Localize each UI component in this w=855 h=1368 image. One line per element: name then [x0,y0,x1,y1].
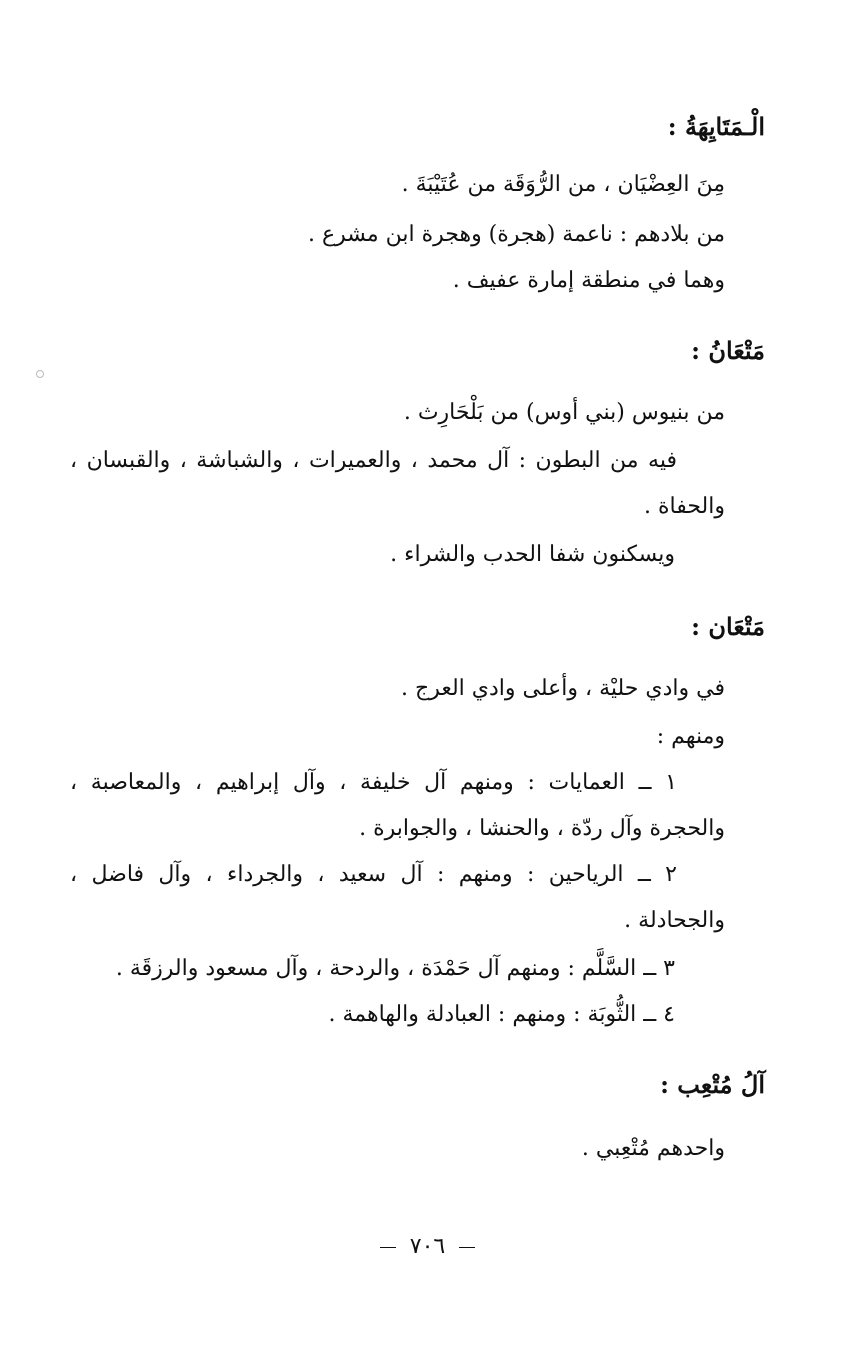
entry-line: مِنَ العِضْيَان ، من الرُّوَقَة من عُتَيْبَةَ . [401,172,725,197]
entry-line: والجحادلة . [624,908,725,933]
footer-dash-left [380,1247,396,1248]
entry-line: من بنيوس (بني أوس) من بَلْحَارِث . [403,400,725,425]
page-number: ٧٠٦ [409,1234,446,1259]
entry-heading-almatayiha: الْـمَتَايِهَةُ : [667,112,765,141]
entry-line: والحجرة وآل ردّة ، والحنشا ، والجوابرة . [359,816,725,841]
entry-line: فيه من البطون : آل محمد ، والعميرات ، والشباشة ، والقبسان ، [70,448,677,473]
paper-speck [36,370,44,378]
entry-line: ويسكنون شفا الحدب والشراء . [390,542,675,567]
entry-line: من بلادهم : ناعمة (هجرة) وهجرة ابن مشرع . [307,222,725,247]
entry-line: ٣ ــ السَّلَّم : ومنهم آل حَمْدَة ، والردحة ، وآل مسعود والرزقَة . [115,956,675,981]
entry-line: وهما في منطقة إمارة عفيف . [452,268,725,293]
entry-heading-al-mutib: آلُ مُتْعِب : [660,1070,765,1099]
entry-line: ١ ــ العمايات : ومنهم آل خليفة ، وآل إبراهيم ، والمعاصبة ، [70,770,677,795]
entry-heading-mataan: مَتْعَانُ : [691,336,765,365]
entry-line: ومنهم : [656,724,725,749]
page-footer [0,1232,855,1262]
footer-dash-right [459,1247,475,1248]
entry-heading-mataan-2: مَتْعَان : [691,612,765,641]
entry-line: واحدهم مُتْعِبي . [581,1136,725,1161]
entry-line: في وادي حليْة ، وأعلى وادي العرج . [401,676,725,701]
entry-line: ٤ ــ الثُّوبَة : ومنهم : العبادلة والهاهمة . [328,1002,675,1027]
entry-line: ٢ ــ الرياحين : ومنهم : آل سعيد ، والجرداء ، وآل فاضل ، [70,862,677,887]
entry-line: والحفاة . [644,494,725,519]
